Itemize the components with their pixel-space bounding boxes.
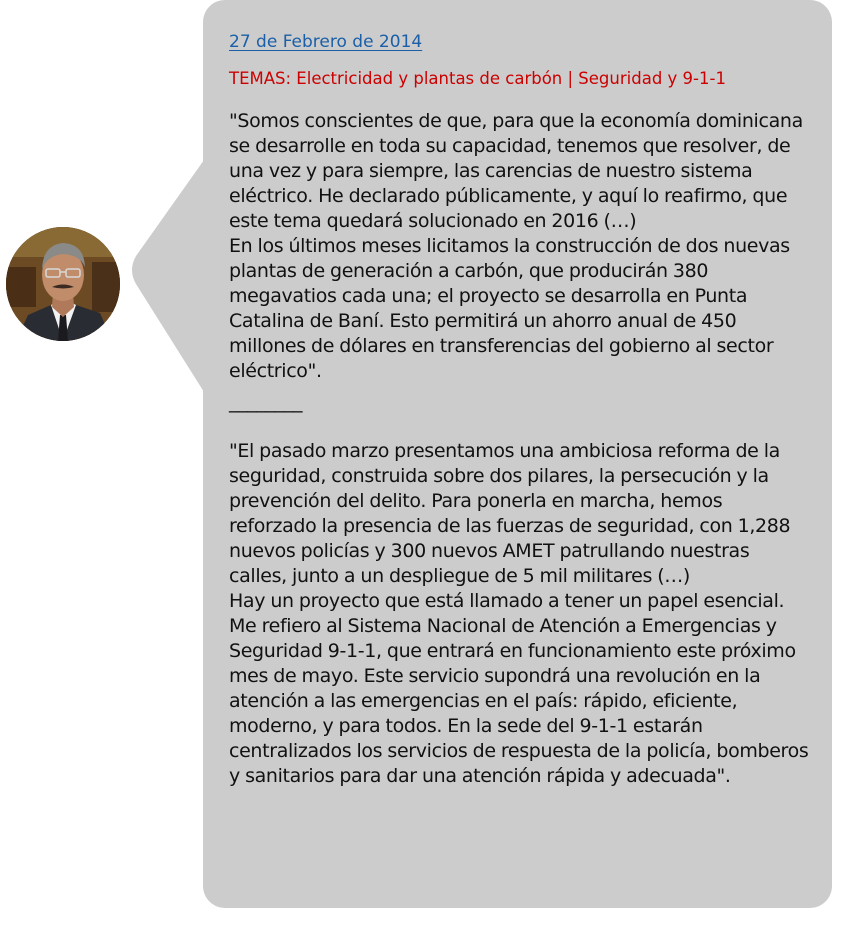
portrait-image [6, 227, 120, 341]
topics-heading: TEMAS: Electricidad y plantas de carbón | Seguridad y 9-1-1 [229, 69, 726, 88]
speech-bubble [203, 0, 832, 908]
speaker-avatar [6, 227, 120, 341]
quote-electricity [229, 109, 812, 384]
quote-electricity-paragraph-1: "Somos conscientes de que, para que la economía dominicana se desarrolle en toda su capacidad, tenemos que resolver, de una vez y para siempre, las carencias de nuestro sistema eléctrico. He declarado públicamente, y aquí lo reafirmo, que este tema quedará solucionado en 2016 (…) [229, 110, 803, 232]
quote-security-paragraph-2: Hay un proyecto que está llamado a tener un papel esencial. Me refiero al Sistema Nacional de Atención a Emergencias y Seguridad 9-1-1, que entrará en funcionamiento este próximo mes de mayo. Este servicio supondrá una revolución en la atención a las emergencias en el país: rápido, eficiente, moderno, y para todos. En la sede del 9-1-1 estarán centralizados los servicios de respuesta de la policía, bomberos y sanitarios para dar una atención rápida y adecuada". [229, 590, 809, 787]
post-date-link[interactable]: 27 de Febrero de 2014 [229, 32, 423, 52]
quote-security [229, 439, 812, 789]
quote-electricity-paragraph-2: En los últimos meses licitamos la construcción de dos nuevas plantas de generación a carbón, que producirán 380 megavatios cada una; el proyecto se desarrolla en Punta Catalina de Baní. Esto permitirá un ahorro anual de 450 millones de dólares en transferencias del gobierno al sector eléctrico". [229, 235, 790, 382]
quote-security-paragraph-1: "El pasado marzo presentamos una ambiciosa reforma de la seguridad, construida sobre dos pilares, la persecución y la prevención del delito. Para ponerla en marcha, hemos reforzado la presencia de las fuerzas de seguridad, con 1,288 nuevos policías y 300 nuevos AMET patrullando nuestras calles, junto a un despliegue de 5 mil militares (…) [229, 440, 791, 587]
separator: ________ [229, 391, 303, 413]
speech-bubble-pointer [128, 160, 208, 392]
